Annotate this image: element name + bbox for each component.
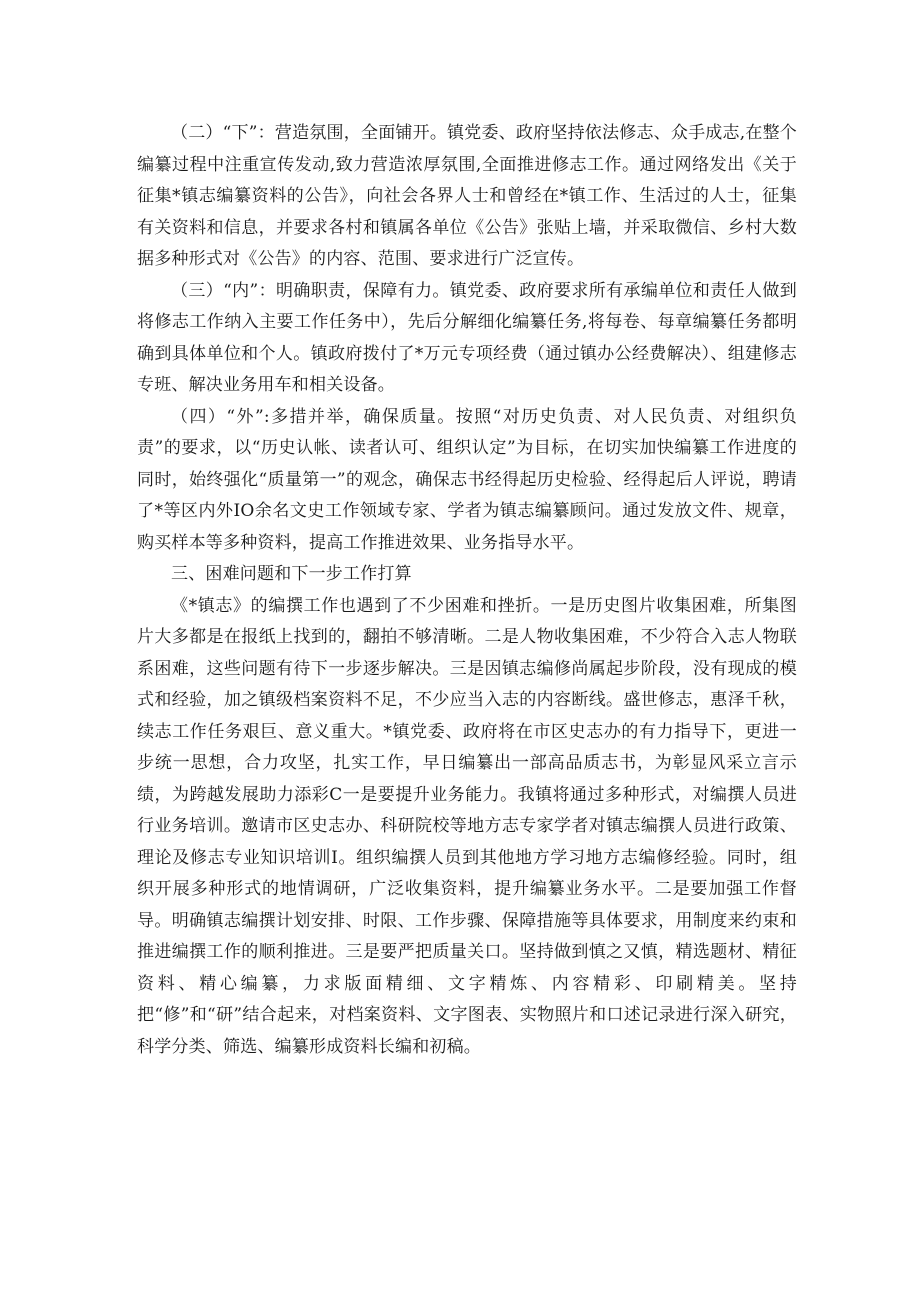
paragraph-responsibility: （三）“内”：明确职责，保障有力。镇党委、政府要求所有承编单位和责任人做到将修志工作纳入主要工作任务中），先后分解细化编纂任务,将每卷、每章编纂任务都明确到具体单位和个人。镇政府拨付了*万元专项经费（通过镇办公经费解决）、组建修志专班、解决业务用车和相关设备。: [137, 280, 797, 395]
paragraph-quality: （四）“外”:多措并举，确保质量。按照“对历史负责、对人民负责、对组织负责”的要求，以“历史认帐、读者认可、组织认定”为目标，在切实加快编纂工作进度的同时，始终强化“质量第一”的观念，确保志书经得起历史检验、经得起后人评说，聘请了*等区内外IO余名文史工作领域专家、学者为镇志编纂顾问。通过发放文件、规章，购买样本等多种资料，提高工作推进效果、业务指导水平。: [137, 406, 797, 553]
paragraph-difficulties: 《*镇志》的编撰工作也遇到了不少困难和挫折。一是历史图片收集困难，所集图片大多都是在报纸上找到的，翻拍不够清晰。二是人物收集困难，不少符合入志人物联系困难，这些问题有待下一步逐步解决。三是因镇志编修尚属起步阶段，没有现成的模式和经验，加之镇级档案资料不足，不少应当入志的内容断线。盛世修志，惠泽千秋，续志工作任务艰巨、意义重大。*镇党委、政府将在市区史志办的有力指导下，更进一步统一思想，合力攻坚，扎实工作，早日编纂出一部高品质志书，为彰显风采立言示绩，为跨越发展助力添彩C一是要提升业务能力。我镇将通过多种形式，对编撰人员进行业务培训。邀请市区史志办、科研院校等地方志专家学者对镇志编撰人员进行政策、理论及修志专业知识培训I。组织编撰人员到其他地方学习地方志编修经验。同时，组织开展多种形式的地情调研，广泛收集资料，提升编纂业务水平。二是要加强工作督导。明确镇志编撰计划安排、时限、工作步骤、保障措施等具体要求，用制度来约束和推进编撰工作的顺利推进。三是要严把质量关口。坚持做到慎之又慎，精选题材、精征资料、精心编纂，力求版面精细、文字精炼、内容精彩、印刷精美。坚持把“修”和“研”结合起来，对档案资料、文字图表、实物照片和口述记录进行深入研究，科学分类、筛选、编纂形成资料长编和初稿。: [137, 595, 797, 1057]
paragraph-publicity: （二）“下”：营造氛围，全面铺开。镇党委、政府坚持依法修志、众手成志,在整个编纂过程中注重宣传发动,致力营造浓厚氛围,全面推进修志工作。通过网络发出《关于征集*镇志编纂资料的公告》，向社会各界人士和曾经在*镇工作、生活过的人士，征集有关资料和信息，并要求各村和镇属各单位《公告》张贴上墙，并采取微信、乡村大数据多种形式对《公告》的内容、范围、要求进行广泛宣传。: [137, 123, 797, 269]
document-page: [137, 118, 797, 1063]
section-heading: 三、困难问题和下一步工作打算: [171, 564, 412, 584]
